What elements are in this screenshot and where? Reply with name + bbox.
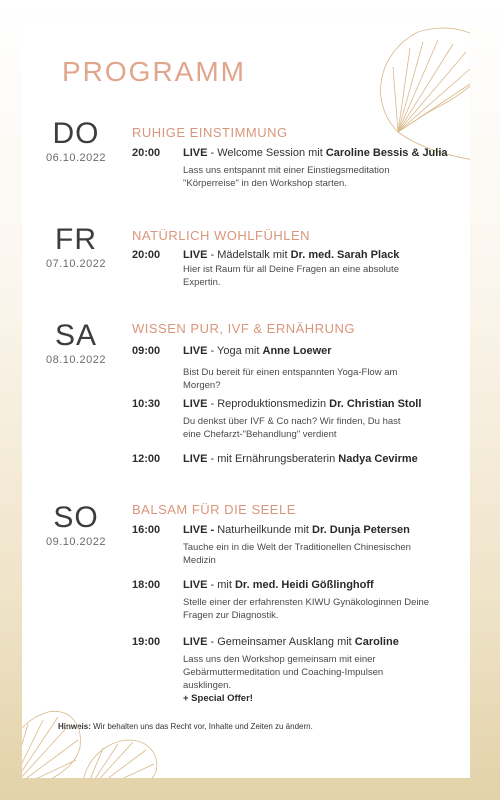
program-card xyxy=(22,22,470,778)
day-abbr: SO xyxy=(53,501,99,534)
description: Hier ist Raum für all Deine Fragen an eine absolute Expertin. xyxy=(183,264,399,288)
headline: LIVE - mit Ernährungsberaterin Nadya Cevirme xyxy=(183,453,418,465)
day-date: 09.10.2022 xyxy=(45,536,107,548)
headline: LIVE - mit Dr. med. Heidi Gößlinghoff xyxy=(183,579,374,591)
description: Tauche ein in die Welt der Traditionellen Chinesischen Medizin xyxy=(183,542,411,566)
footnote: Hinweis: Wir behalten uns das Recht vor, Inhalte und Zeiten zu ändern. xyxy=(58,722,313,731)
section-title: WISSEN PUR, IVF & ERNÄHRUNG xyxy=(132,321,355,336)
day-abbr: DO xyxy=(52,117,100,150)
headline: LIVE - Gemeinsamer Ausklang mit Caroline xyxy=(183,636,399,648)
day-abbr: FR xyxy=(55,223,97,256)
headline: LIVE - Reproduktionsmedizin Dr. Christian Stoll xyxy=(183,398,422,410)
day-block-so xyxy=(22,502,130,548)
program-item xyxy=(132,523,462,567)
description: Stelle einer der erfahrensten KIWU Gynäkologinnen Deine Fragen zur Diagnostik. xyxy=(183,597,430,621)
headline: LIVE - Yoga mit Anne Loewer xyxy=(183,345,332,357)
time: 19:00 xyxy=(132,636,161,648)
program-item xyxy=(132,397,462,441)
day-block-sa xyxy=(22,320,130,366)
time: 10:30 xyxy=(132,398,161,410)
section-title: RUHIGE EINSTIMMUNG xyxy=(132,125,288,140)
description: Lass uns den Workshop gemeinsam mit einer Gebärmuttermeditation und Coaching-Impulsen ausklingen. xyxy=(183,654,384,691)
headline: LIVE - Welcome Session mit Caroline Bessis & Julia xyxy=(183,147,448,159)
program-item xyxy=(132,344,462,392)
special-offer: + Special Offer! xyxy=(183,693,253,704)
time: 20:00 xyxy=(132,249,161,261)
program-item xyxy=(132,146,462,190)
ginkgo-leaf-icon xyxy=(22,662,188,778)
time: 16:00 xyxy=(132,524,161,536)
day-block-fr xyxy=(22,224,130,270)
day-abbr: SA xyxy=(54,319,98,352)
description: Du denkst über IVF & Co nach? Wir finden, Du hast eine Chefarzt-"Behandlung" verdient xyxy=(183,416,401,440)
time: 12:00 xyxy=(132,453,161,465)
time: 20:00 xyxy=(132,147,161,159)
description: Bist Du bereit für einen entspannten Yoga-Flow am Morgen? xyxy=(183,367,398,391)
program-item xyxy=(132,452,462,466)
section-title: BALSAM FÜR DIE SEELE xyxy=(132,502,296,517)
time: 18:00 xyxy=(132,579,161,591)
day-date: 06.10.2022 xyxy=(45,152,107,164)
program-item xyxy=(132,248,462,289)
day-date: 08.10.2022 xyxy=(45,354,107,366)
headline: LIVE - Naturheilkunde mit Dr. Dunja Petersen xyxy=(183,524,410,536)
time: 09:00 xyxy=(132,345,161,357)
headline: LIVE - Mädelstalk mit Dr. med. Sarah Plack xyxy=(183,249,400,261)
page-title: PROGRAMM xyxy=(62,56,246,87)
program-item xyxy=(132,578,462,622)
day-date: 07.10.2022 xyxy=(45,258,107,270)
day-block-do xyxy=(22,118,130,164)
description: Lass uns entspannt mit einer Einstiegsmeditation "Körperreise" in den Workshop starten. xyxy=(183,165,390,189)
section-title: NATÜRLICH WOHLFÜHLEN xyxy=(132,228,311,243)
